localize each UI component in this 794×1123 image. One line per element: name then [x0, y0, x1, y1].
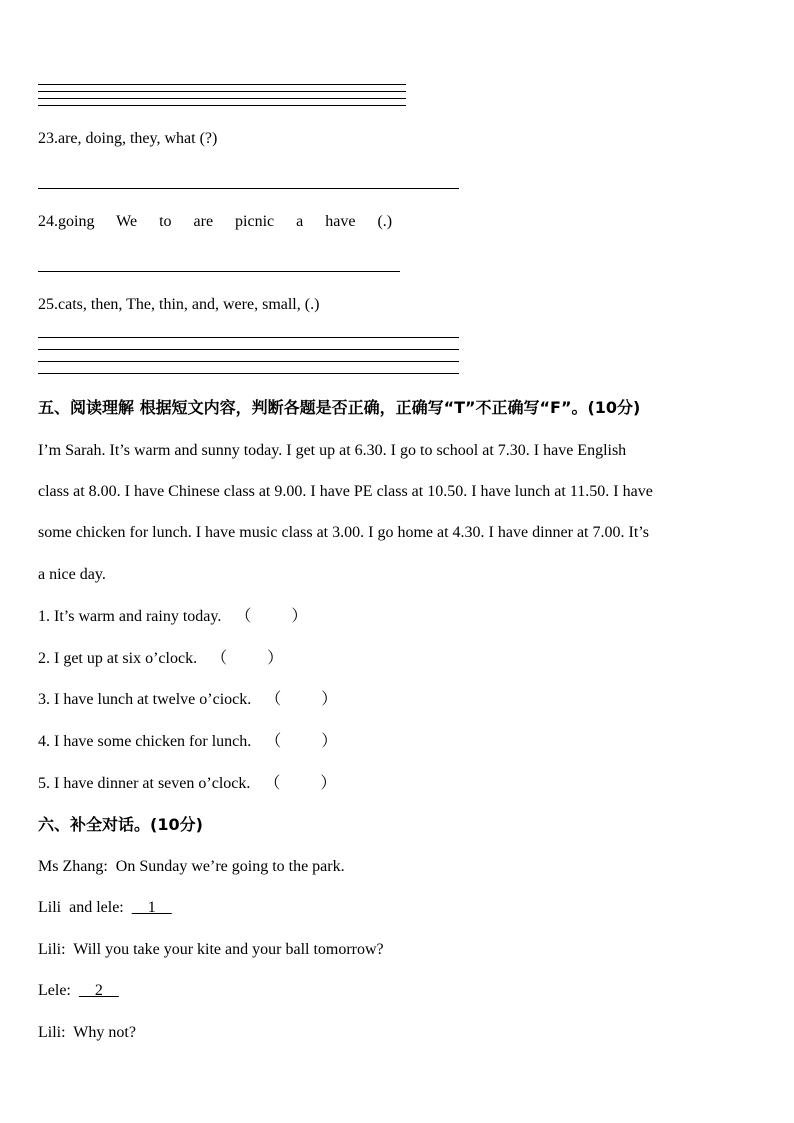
tf-question-4	[38, 732, 337, 752]
answer-line	[38, 373, 459, 374]
dialogue-line	[38, 981, 119, 1001]
answer-parentheses: （ ）	[264, 775, 337, 792]
tf-question-1	[38, 607, 307, 627]
speaker: Lili and lele:	[38, 899, 132, 916]
answer-parentheses: （ ）	[211, 650, 284, 667]
question-24: 24.going We to are picnic a have (.)	[38, 213, 393, 230]
answer-parentheses: （ ）	[265, 733, 338, 750]
question-text: 3. I have lunch at twelve o’ciock.	[38, 691, 252, 708]
passage-line: class at 8.00. I have Chinese class at 9.00. I have PE class at 10.50. I have lunch at 11.50. I have	[38, 483, 653, 500]
section-5-heading: 五、阅读理解 根据短文内容，判断各题是否正确，正确写“T”不正确写“F”。(10分)	[38, 398, 641, 417]
answer-line	[38, 337, 459, 338]
dialogue-line: Ms Zhang: On Sunday we’re going to the park.	[38, 858, 345, 875]
dialogue-line: Lili: Will you take your kite and your ball tomorrow?	[38, 941, 384, 958]
passage-line: some chicken for lunch. I have music class at 3.00. I go home at 4.30. I have dinner at 7.00. It’s	[38, 524, 649, 541]
question-text: 2. I get up at six o’clock.	[38, 650, 198, 667]
answer-line	[38, 349, 459, 350]
tf-question-2	[38, 649, 283, 669]
speaker: Lele:	[38, 982, 79, 999]
answer-line	[38, 361, 459, 362]
answer-line	[38, 271, 400, 272]
question-text: 4. I have some chicken for lunch.	[38, 733, 252, 750]
answer-line	[38, 98, 406, 99]
dialogue-line	[38, 898, 172, 918]
question-25: 25.cats, then, The, thin, and, were, small, (.)	[38, 296, 320, 313]
answer-line	[38, 188, 459, 189]
question-text: 1. It’s warm and rainy today.	[38, 608, 222, 625]
passage-line: I’m Sarah. It’s warm and sunny today. I get up at 6.30. I go to school at 7.30. I have English	[38, 442, 627, 459]
tf-question-5	[38, 774, 336, 794]
passage-line: a nice day.	[38, 566, 106, 583]
answer-line	[38, 105, 406, 106]
answer-line	[38, 91, 406, 92]
blank-1: 1	[131, 899, 172, 916]
answer-parentheses: （ ）	[265, 691, 338, 708]
dialogue-line: Lili: Why not?	[38, 1024, 136, 1041]
answer-line	[38, 84, 406, 85]
blank-2: 2	[78, 982, 119, 999]
question-text: 5. I have dinner at seven o’clock.	[38, 775, 251, 792]
section-6-heading: 六、补全对话。(10分)	[38, 815, 203, 834]
answer-parentheses: （ ）	[235, 608, 308, 625]
tf-question-3	[38, 690, 337, 710]
question-23: 23.are, doing, they, what (?)	[38, 130, 218, 147]
